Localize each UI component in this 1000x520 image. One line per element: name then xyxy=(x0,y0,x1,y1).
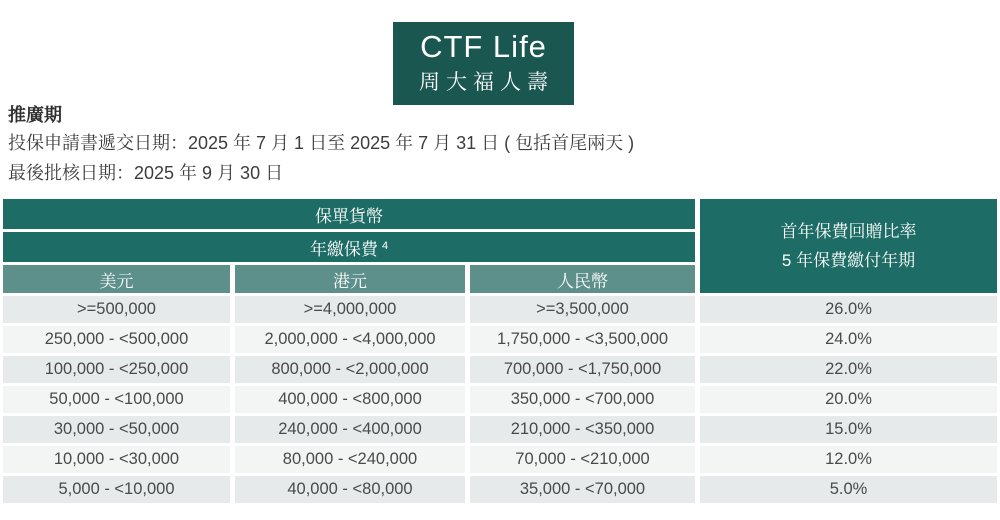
header-rebate-rate xyxy=(700,199,997,293)
usd-range-cell: 100,000 - <250,000 xyxy=(3,356,230,383)
usd-range-cell: 10,000 - <30,000 xyxy=(3,446,230,473)
promotion-period-section xyxy=(8,102,634,188)
rmb-range-cell: 350,000 - <700,000 xyxy=(470,386,695,413)
logo-brand-chinese: 周大福人壽 xyxy=(419,71,554,95)
rebate-rate-cell: 26.0% xyxy=(700,296,997,323)
hkd-range-cell: 40,000 - <80,000 xyxy=(235,476,465,503)
rebate-rate-cell: 20.0% xyxy=(700,386,997,413)
ctf-life-logo xyxy=(393,22,574,105)
usd-range-cell: 50,000 - <100,000 xyxy=(3,386,230,413)
submission-date-line: 投保申請書遞交日期：2025 年 7 月 1 日至 2025 年 7 月 31 日 ( 包括首尾兩天 ) xyxy=(8,133,635,153)
header-currency-usd: 美元 xyxy=(3,265,230,293)
hkd-range-cell: 400,000 - <800,000 xyxy=(235,386,465,413)
header-rebate-rate-line2: 5 年保費繳付年期 xyxy=(781,251,916,270)
rmb-range-cell: >=3,500,000 xyxy=(470,296,695,323)
hkd-range-cell: 80,000 - <240,000 xyxy=(235,446,465,473)
approval-date-line: 最後批核日期：2025 年 9 月 30 日 xyxy=(8,163,284,183)
usd-range-cell: 250,000 - <500,000 xyxy=(3,326,230,353)
logo-brand-english: CTF Life xyxy=(420,28,547,64)
hkd-range-cell: 240,000 - <400,000 xyxy=(235,416,465,443)
header-policy-currency: 保單貨幣 xyxy=(3,199,695,229)
hkd-range-cell: 800,000 - <2,000,000 xyxy=(235,356,465,383)
header-annual-premium-label: 年繳保費 xyxy=(309,239,378,259)
rebate-rate-cell: 5.0% xyxy=(700,476,997,503)
usd-range-cell: 5,000 - <10,000 xyxy=(3,476,230,503)
premium-rebate-table xyxy=(3,199,997,503)
rmb-range-cell: 210,000 - <350,000 xyxy=(470,416,695,443)
hkd-range-cell: >=4,000,000 xyxy=(235,296,465,323)
rebate-rate-cell: 15.0% xyxy=(700,416,997,443)
rebate-rate-cell: 22.0% xyxy=(700,356,997,383)
rebate-rate-cell: 12.0% xyxy=(700,446,997,473)
rmb-range-cell: 35,000 - <70,000 xyxy=(470,476,695,503)
header-currency-hkd: 港元 xyxy=(235,265,465,293)
header-currency-rmb: 人民幣 xyxy=(470,265,695,293)
usd-range-cell: >=500,000 xyxy=(3,296,230,323)
rmb-range-cell: 1,750,000 - <3,500,000 xyxy=(470,326,695,353)
promotion-period-heading: 推廣期 xyxy=(8,105,62,125)
hkd-range-cell: 2,000,000 - <4,000,000 xyxy=(235,326,465,353)
header-rebate-rate-line1: 首年保費回贈比率 xyxy=(780,222,917,241)
header-annual-premium xyxy=(3,232,695,262)
footnote-marker: 4 xyxy=(381,240,389,252)
rebate-rate-cell: 24.0% xyxy=(700,326,997,353)
rmb-range-cell: 700,000 - <1,750,000 xyxy=(470,356,695,383)
rmb-range-cell: 70,000 - <210,000 xyxy=(470,446,695,473)
usd-range-cell: 30,000 - <50,000 xyxy=(3,416,230,443)
